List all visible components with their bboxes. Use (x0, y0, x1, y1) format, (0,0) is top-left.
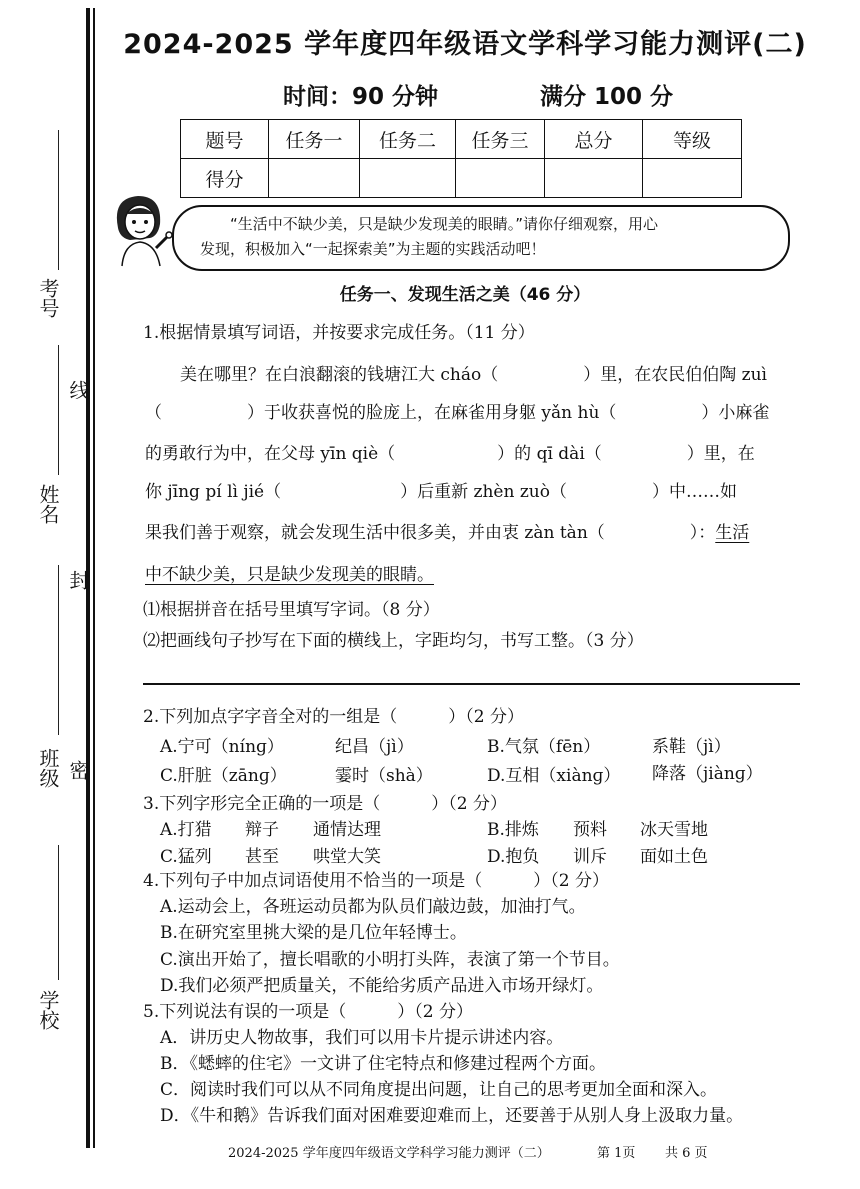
q1-paragraph-line-1: 美在哪里？在白浪翻滚的钱塘江大 cháo（ ）里，在农民伯伯陶 zuì (180, 365, 767, 385)
q1-underlined-sentence-start: 生活 (715, 523, 750, 543)
q3-option-b-3: 冰天雪地 (640, 820, 708, 840)
q3-option-c-1: C.猛列 (160, 847, 212, 867)
label-school: 学校 (36, 990, 60, 1030)
score-input-task1[interactable] (269, 159, 360, 198)
q1-paragraph-line-4: 你 jīng pí lì jié（ ）后重新 zhèn zuò（ ）中……如 (145, 482, 737, 502)
label-exam-no: 考号 (36, 278, 60, 318)
q4-option-b: B.在研究室里挑大梁的是几位年轻博士。 (160, 923, 467, 943)
seal-text-mi: 密 (66, 760, 90, 780)
footer-total-pages: 共 6 页 (665, 1146, 708, 1161)
q4-option-c: C.演出开始了，擅长唱歌的小明打头阵，表演了第一个节目。 (160, 950, 620, 970)
q3-option-c-3: 哄堂大笑 (313, 847, 381, 867)
q1-underlined-sentence: 中不缺少美，只是缺少发现美的眼睛。 (145, 565, 434, 585)
q5-stem: 5.下列说法有误的一项是（ ）（2 分） (143, 1002, 473, 1022)
section-heading: 任务一、发现生活之美（46 分） (339, 285, 591, 305)
score-input-task3[interactable] (456, 159, 545, 198)
field-line-school (58, 845, 59, 980)
q2-option-b2: 系鞋（jì） (652, 737, 731, 757)
seal-text-feng: 封 (66, 570, 90, 590)
q2-option-d1: D.互相（xiànɡ） (487, 766, 621, 786)
q2-option-b1: B.气氛（fēn） (487, 737, 601, 757)
q1-sub1: ⑴根据拼音在括号里填写字词。（8 分） (143, 600, 440, 620)
score-header-cell: 任务一 (269, 120, 360, 159)
q3-option-a-3: 通情达理 (313, 820, 381, 840)
q1-paragraph-line-5-text: 果我们善于观察，就会发现生活中很多美，并由衷 zàn tàn（ ）： (145, 523, 716, 543)
binding-border-thin (93, 8, 95, 1148)
q1-stem: 1.根据情景填写词语，并按要求完成任务。（11 分） (143, 323, 535, 343)
bubble-line-1: “生活中不缺少美，只是缺少发现美的眼睛。”请你仔细观察，用心 (230, 215, 659, 233)
q3-option-d-1: D.抱负 (487, 847, 540, 867)
label-name: 姓名 (36, 484, 60, 524)
speech-bubble-text (200, 212, 760, 262)
score-header-cell: 等级 (643, 120, 742, 159)
q1-paragraph-line-2: （ ）于收获喜悦的脸庞上，在麻雀用身躯 yǎn hù（ ）小麻雀 (145, 403, 770, 423)
q3-option-d-3: 面如土色 (640, 847, 708, 867)
score-input-task2[interactable] (360, 159, 456, 198)
q5-option-c: C．阅读时我们可以从不同角度提出问题，让自己的思考更加全面和深入。 (160, 1080, 718, 1100)
page-title: 2024-2025 学年度四年级语文学科学习能力测评(二) (123, 29, 807, 60)
q1-writing-line[interactable] (143, 683, 800, 685)
q4-option-d: D.我们必须严把质量关，不能给劣质产品进入市场开绿灯。 (160, 976, 604, 996)
q3-option-d-2: 训斥 (573, 847, 607, 867)
bubble-line-2: 发现，积极加入“一起探索美”为主题的实践活动吧！ (200, 240, 546, 258)
q4-option-a: A.运动会上，各班运动员都为队员们敲边鼓，加油打气。 (160, 897, 586, 917)
q5-option-a: A．讲历史人物故事，我们可以用卡片提示讲述内容。 (160, 1028, 564, 1048)
score-header-cell: 题号 (181, 120, 269, 159)
q1-paragraph-line-3: 的勇敢行为中，在父母 yīn qiè（ ）的 qī dài（ ）里，在 (145, 444, 755, 464)
q4-stem: 4.下列句子中加点词语使用不恰当的一项是（ ）（2 分） (143, 871, 609, 891)
field-line-class (58, 565, 59, 735)
q2-option-a2: 纪昌（jì） (335, 737, 414, 757)
q3-stem: 3.下列字形完全正确的一项是（ ）（2 分） (143, 794, 507, 814)
score-header-cell: 总分 (545, 120, 643, 159)
q2-option-a1: A.宁可（nínɡ） (160, 737, 284, 757)
field-line-name (58, 345, 59, 475)
q2-option-c2: 霎时（shà） (335, 766, 433, 786)
score-input-grade[interactable] (643, 159, 742, 198)
girl-illustration-icon (100, 188, 180, 268)
score-header-cell: 任务三 (456, 120, 545, 159)
field-line-exam-no (58, 130, 59, 270)
label-class: 班级 (36, 748, 60, 788)
footer-page-number: 第 1页 (597, 1146, 636, 1161)
q2-option-d2: 降落（jiànɡ） (652, 764, 763, 784)
score-input-total[interactable] (545, 159, 643, 198)
q3-option-a-1: A.打猎 (160, 820, 212, 840)
q1-sub2: ⑵把画线句子抄写在下面的横线上，字距均匀，书写工整。（3 分） (143, 631, 644, 651)
q1-paragraph-line-5 (145, 518, 749, 543)
q2-option-c1: C.肝脏（zānɡ） (160, 766, 287, 786)
q5-option-b: B．《蟋蟀的住宅》一文讲了住宅特点和修建过程两个方面。 (160, 1054, 606, 1074)
q3-option-a-2: 辩子 (245, 820, 279, 840)
q5-option-d: D．《牛和鹅》告诉我们面对困难要迎难而上，还要善于从别人身上汲取力量。 (160, 1106, 744, 1126)
q2-stem: 2.下列加点字字音全对的一组是（ ）（2 分） (143, 707, 524, 727)
q3-option-c-2: 甚至 (245, 847, 279, 867)
score-header-cell: 任务二 (360, 120, 456, 159)
q3-option-b-1: B.排炼 (487, 820, 539, 840)
q3-option-b-2: 预料 (573, 820, 607, 840)
exam-full-score: 满分 100 分 (540, 84, 674, 110)
footer-title: 2024-2025 学年度四年级语文学科学习能力测评（二） (228, 1146, 550, 1161)
score-row-label: 得分 (181, 159, 269, 198)
exam-time: 时间：90 分钟 (283, 84, 439, 110)
score-table (180, 119, 742, 198)
seal-text-line: 线 (66, 380, 90, 400)
